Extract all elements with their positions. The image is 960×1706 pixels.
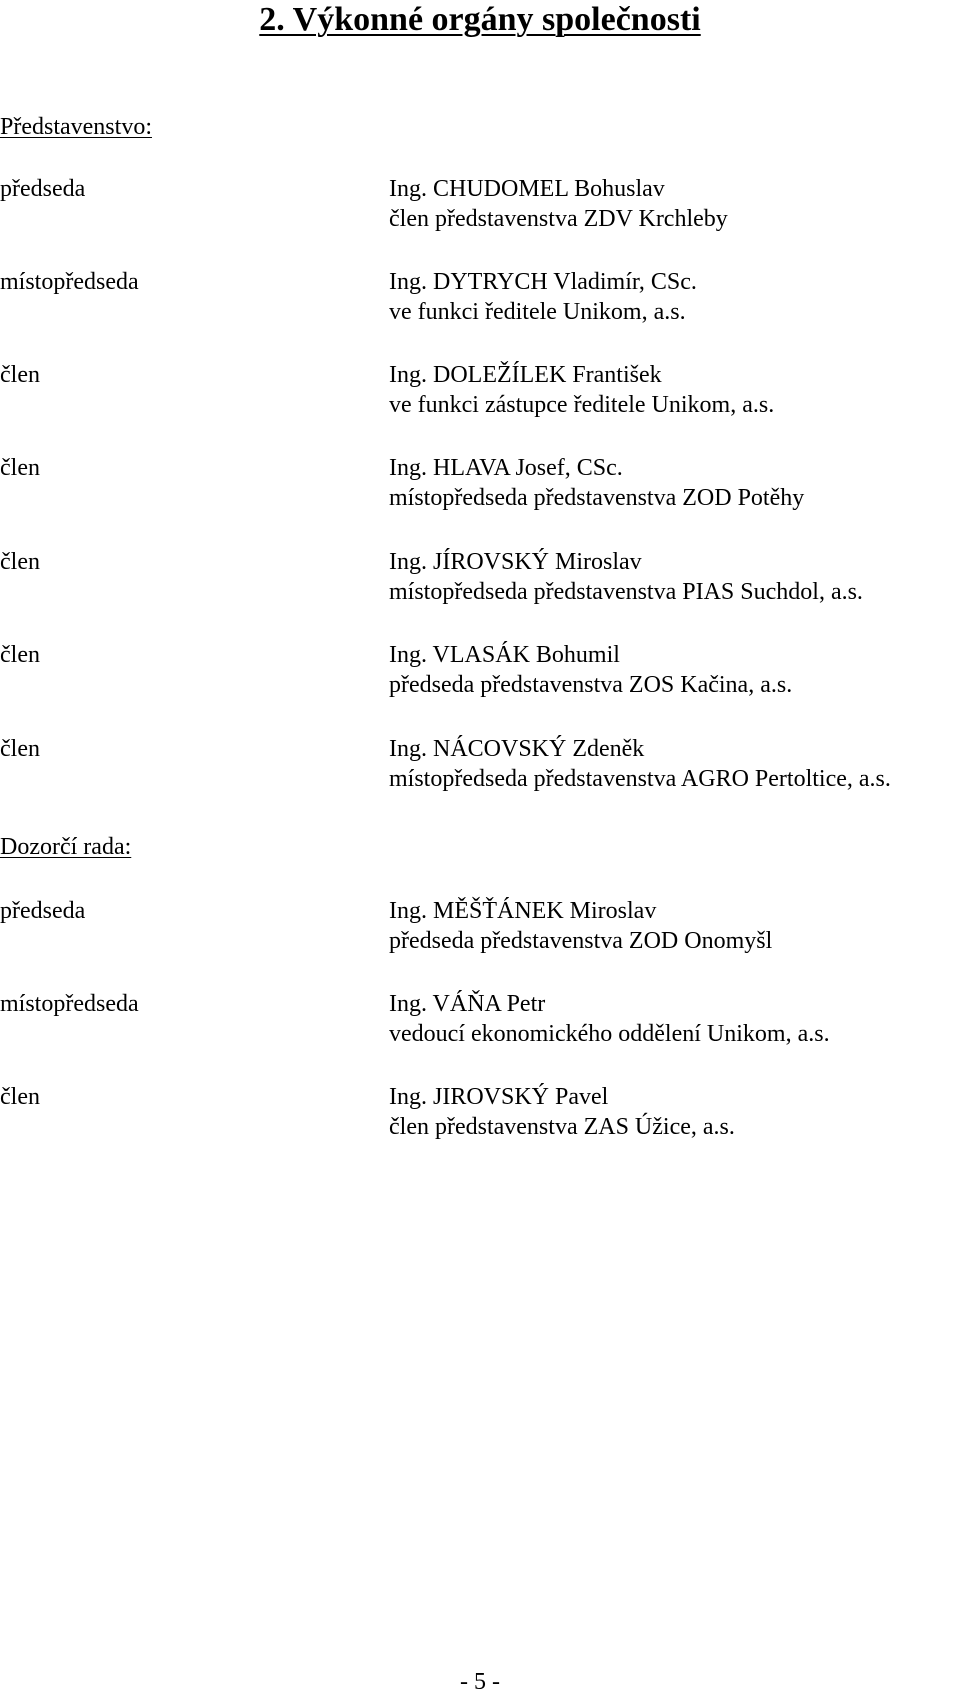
member-role: člen: [0, 1084, 40, 1110]
member-position: místopředseda představenstva PIAS Suchdol, a.s.: [389, 579, 863, 605]
member-role: člen: [0, 549, 40, 575]
board-member-row: [0, 640, 960, 704]
member-position: ve funkci zástupce ředitele Unikom, a.s.: [389, 392, 775, 418]
member-details: [389, 640, 792, 700]
member-role: člen: [0, 736, 40, 762]
board-member-row: [0, 174, 960, 238]
member-name: Ing. JIROVSKÝ Pavel: [389, 1084, 609, 1110]
member-position: předseda představenstva ZOD Onomyšl: [389, 928, 773, 954]
member-position: ve funkci ředitele Unikom, a.s.: [389, 299, 686, 325]
member-name: Ing. CHUDOMEL Bohuslav: [389, 176, 665, 202]
member-details: [389, 989, 830, 1049]
member-details: [389, 267, 697, 327]
member-role: místopředseda: [0, 269, 139, 295]
member-role: člen: [0, 455, 40, 481]
member-details: [389, 547, 863, 607]
member-details: [389, 1082, 735, 1142]
member-role: člen: [0, 362, 40, 388]
member-name: Ing. VLASÁK Bohumil: [389, 642, 620, 668]
member-position: místopředseda představenstva AGRO Pertoltice, a.s.: [389, 766, 891, 792]
member-details: [389, 453, 804, 513]
page-number: - 5 -: [460, 1669, 500, 1695]
supervisory-member-row: [0, 1082, 960, 1146]
member-name: Ing. DYTRYCH Vladimír, CSc.: [389, 269, 697, 295]
member-details: [389, 174, 728, 234]
member-name: Ing. NÁCOVSKÝ Zdeněk: [389, 736, 645, 762]
supervisory-member-row: [0, 896, 960, 960]
member-position: místopředseda představenstva ZOD Potěhy: [389, 485, 805, 511]
member-position: vedoucí ekonomického oddělení Unikom, a.s.: [389, 1021, 830, 1047]
member-position: člen představenstva ZAS Úžice, a.s.: [389, 1114, 735, 1140]
member-details: [389, 360, 774, 420]
member-name: Ing. VÁŇA Petr: [389, 991, 546, 1017]
board-member-row: [0, 453, 960, 517]
member-details: [389, 734, 891, 794]
member-name: Ing. HLAVA Josef, CSc.: [389, 455, 623, 481]
member-role: předseda: [0, 898, 86, 924]
member-role: předseda: [0, 176, 86, 202]
board-member-row: [0, 734, 960, 798]
member-position: člen představenstva ZDV Krchleby: [389, 206, 728, 232]
member-name: Ing. DOLEŽÍLEK František: [389, 362, 662, 388]
member-role: místopředseda: [0, 991, 139, 1017]
member-name: Ing. MĚŠŤÁNEK Miroslav: [389, 898, 657, 924]
member-role: člen: [0, 642, 40, 668]
member-position: předseda představenstva ZOS Kačina, a.s.: [389, 672, 793, 698]
member-details: [389, 896, 772, 956]
board-member-row: [0, 360, 960, 424]
supervisory-heading: Dozorčí rada:: [0, 834, 132, 860]
page-title: 2. Výkonné orgány společnosti: [259, 1, 701, 38]
board-member-row: [0, 547, 960, 611]
supervisory-member-row: [0, 989, 960, 1053]
board-heading: Představenstvo:: [0, 114, 152, 140]
board-member-row: [0, 267, 960, 331]
member-name: Ing. JÍROVSKÝ Miroslav: [389, 549, 642, 575]
